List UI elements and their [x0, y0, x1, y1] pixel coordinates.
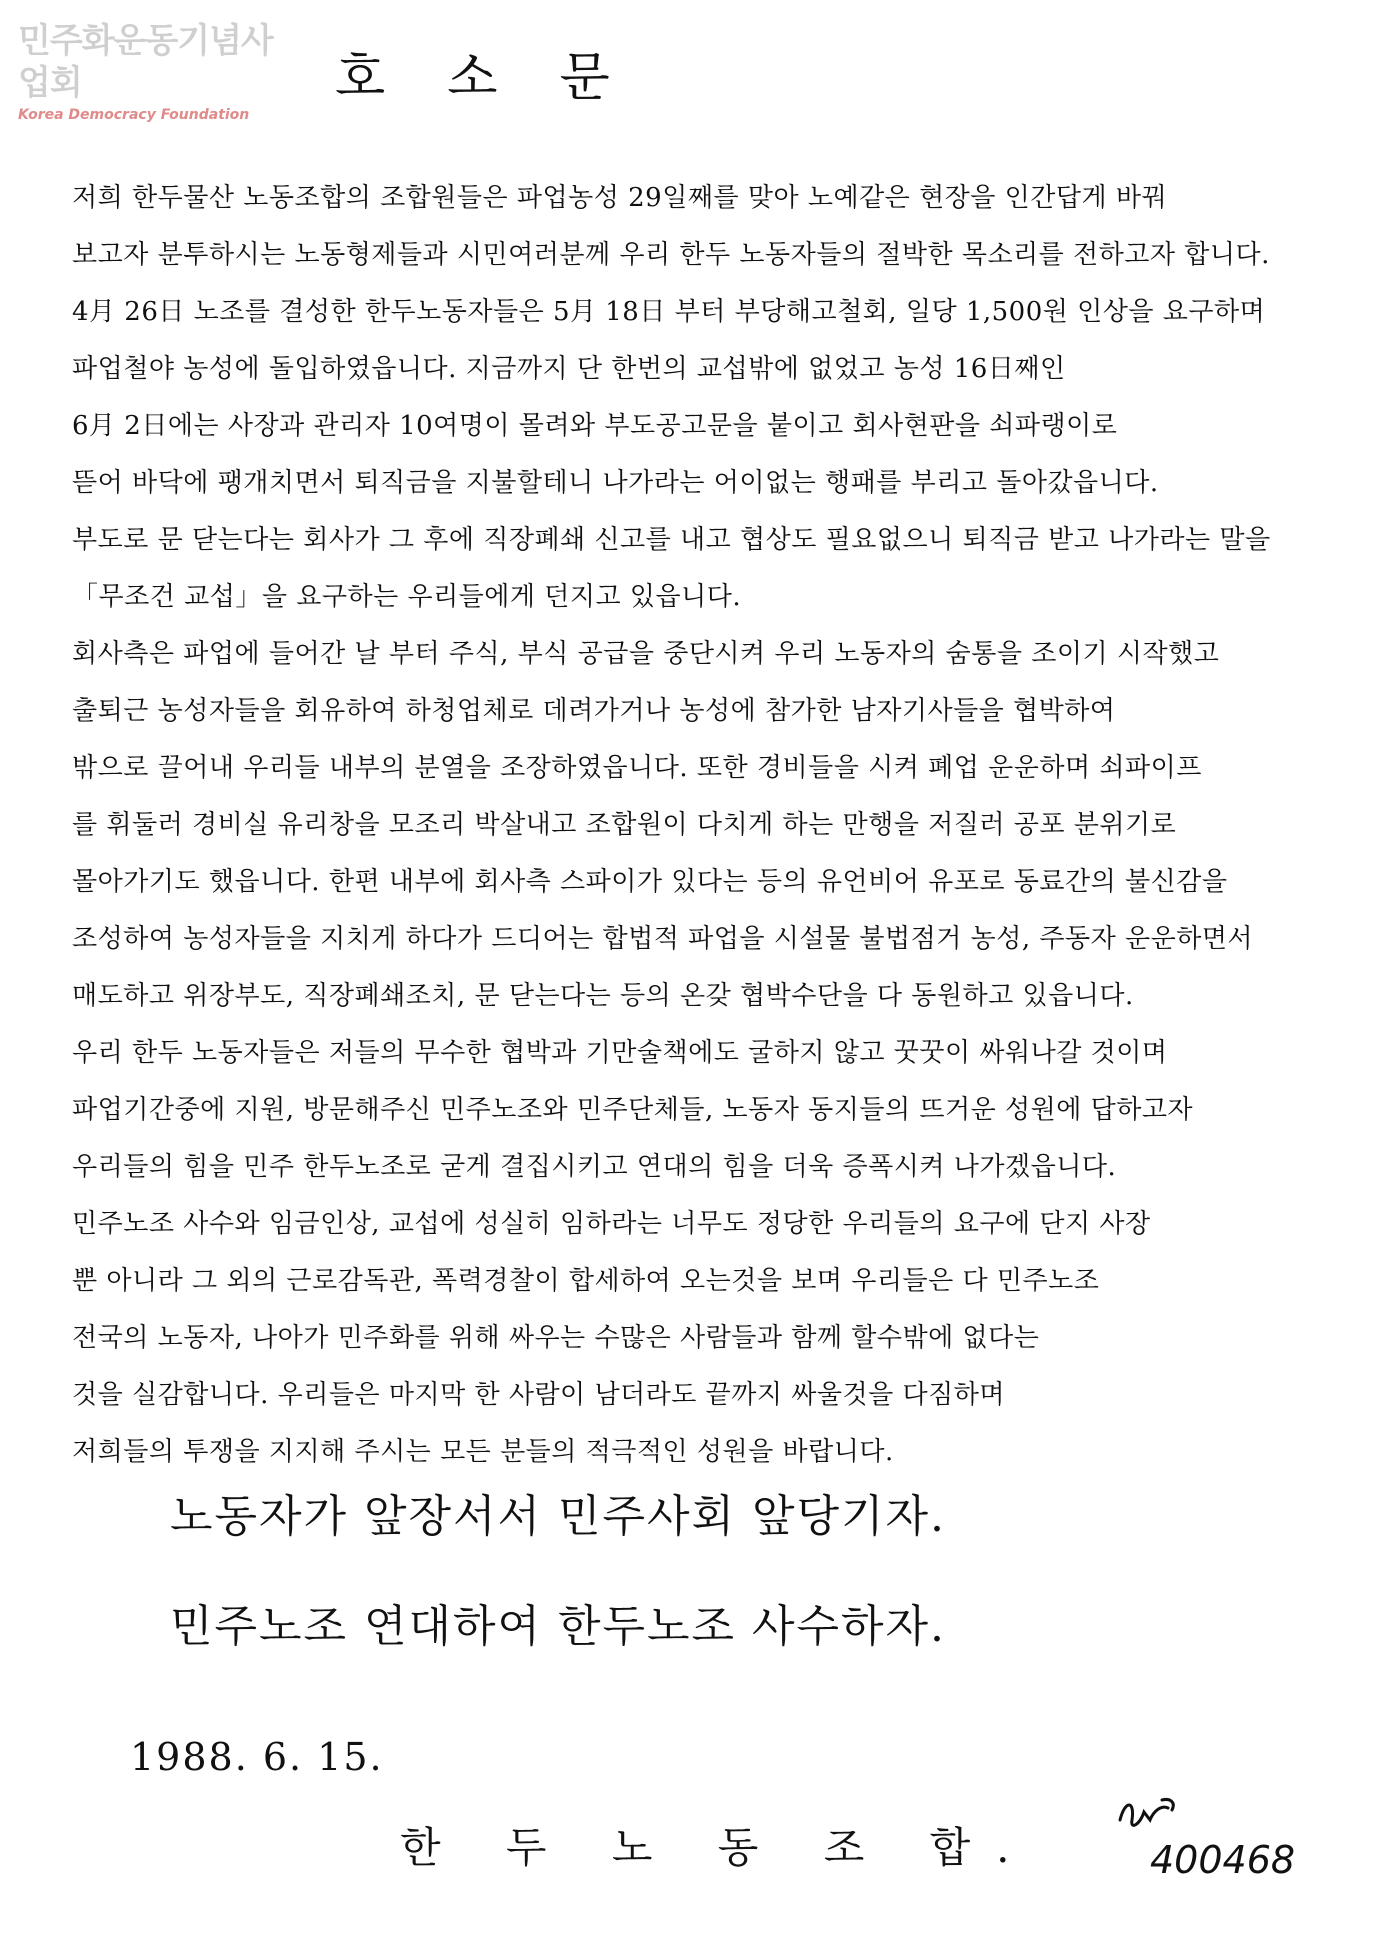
- body-line: 민주노조 사수와 임금인상, 교섭에 성실히 임하라는 너무도 정당한 우리들의 요구에 단지 사장: [72, 1209, 1151, 1239]
- body-line: 저희들의 투쟁을 지지해 주시는 모든 분들의 적극적인 성원을 바랍니다.: [72, 1437, 894, 1467]
- body-line: 「무조건 교섭」을 요구하는 우리들에게 던지고 있읍니다.: [72, 582, 742, 612]
- archive-annotation: [1110, 1790, 1310, 1910]
- body-line: 몰아가기도 했읍니다. 한편 내부에 회사측 스파이가 있다는 등의 유언비어 유포로 동료간의 불신감을: [72, 867, 1228, 897]
- body-line: 출퇴근 농성자들을 회유하여 하청업체로 데려가거나 농성에 참가한 남자기사들을 협박하여: [72, 696, 1116, 726]
- watermark-english: Korea Democracy Foundation: [18, 107, 250, 123]
- body-line: 우리들의 힘을 민주 한두노조로 굳게 결집시키고 연대의 힘을 더욱 증폭시켜 나가겠읍니다.: [72, 1152, 1117, 1182]
- body-line: 우리 한두 노동자들은 저들의 무수한 협박과 기만술책에도 굴하지 않고 꿋꿋이 싸워나갈 것이며: [72, 1038, 1168, 1068]
- archive-code: 400468: [1150, 1838, 1296, 1882]
- document-title: 호소문: [335, 48, 672, 108]
- slogan-line: 민주노조 연대하여 한두노조 사수하자.: [170, 1601, 947, 1652]
- watermark-korean: 민주화운동기념사업회: [18, 21, 273, 103]
- body-line: 를 휘둘러 경비실 유리창을 모조리 박살내고 조합원이 다치게 하는 만행을 저질러 공포 분위기로: [72, 810, 1177, 840]
- slogan-line: 노동자가 앞장서서 민주사회 앞당기자.: [170, 1491, 947, 1542]
- body-line: 조성하여 농성자들을 지치게 하다가 드디어는 합법적 파업을 시설물 불법점거 농성, 주동자 운운하면서: [72, 924, 1254, 954]
- document-date: 1988. 6. 15.: [130, 1735, 384, 1779]
- signing-organization: 한 두 노 동 조 합.: [400, 1823, 1036, 1872]
- body-line: 것을 실감합니다. 우리들은 마지막 한 사람이 남더라도 끝까지 싸울것을 다짐하며: [72, 1380, 1005, 1410]
- body-line: 뜯어 바닥에 팽개치면서 퇴직금을 지불할테니 나가라는 어이없는 행패를 부리고 돌아갔읍니다.: [72, 468, 1159, 498]
- body-line: 6月 2日에는 사장과 관리자 10여명이 몰려와 부도공고문을 붙이고 회사현판을 쇠파랭이로: [72, 411, 1118, 441]
- body-line: 부도로 문 닫는다는 회사가 그 후에 직장폐쇄 신고를 내고 협상도 필요없으니 퇴직금 받고 나가라는 말을: [72, 525, 1271, 555]
- body-line: 4月 26日 노조를 결성한 한두노동자들은 5月 18日 부터 부당해고철회, 일당 1,500원 인상을 요구하며: [72, 297, 1266, 327]
- handwritten-signature-icon: [1110, 1790, 1200, 1840]
- foundation-watermark: [18, 20, 298, 124]
- body-line: 밖으로 끌어내 우리들 내부의 분열을 조장하였읍니다. 또한 경비들을 시켜 폐업 운운하며 쇠파이프: [72, 753, 1202, 783]
- body-line: 회사측은 파업에 들어간 날 부터 주식, 부식 공급을 중단시켜 우리 노동자의 숨통을 조이기 시작했고: [72, 639, 1220, 669]
- appeal-body: [72, 170, 1362, 1481]
- body-line: 매도하고 위장부도, 직장폐쇄조치, 문 닫는다는 등의 온갖 협박수단을 다 동원하고 있읍니다.: [72, 981, 1134, 1011]
- body-line: 뿐 아니라 그 외의 근로감독관, 폭력경찰이 합세하여 오는것을 보며 우리들은 다 민주노조: [72, 1266, 1100, 1296]
- body-line: 파업기간중에 지원, 방문해주신 민주노조와 민주단체들, 노동자 동지들의 뜨거운 성원에 답하고자: [72, 1095, 1194, 1125]
- body-line: 전국의 노동자, 나아가 민주화를 위해 싸우는 수많은 사람들과 함께 할수밖에 없다는: [72, 1323, 1040, 1353]
- slogans: [170, 1490, 946, 1710]
- body-line: 보고자 분투하시는 노동형제들과 시민여러분께 우리 한두 노동자들의 절박한 목소리를 전하고자 합니다.: [72, 240, 1270, 270]
- body-line: 파업철야 농성에 돌입하였읍니다. 지금까지 단 한번의 교섭밖에 없었고 농성 16日째인: [72, 354, 1066, 384]
- body-line: 저희 한두물산 노동조합의 조합원들은 파업농성 29일째를 맞아 노예같은 현장을 인간답게 바꿔: [72, 183, 1168, 213]
